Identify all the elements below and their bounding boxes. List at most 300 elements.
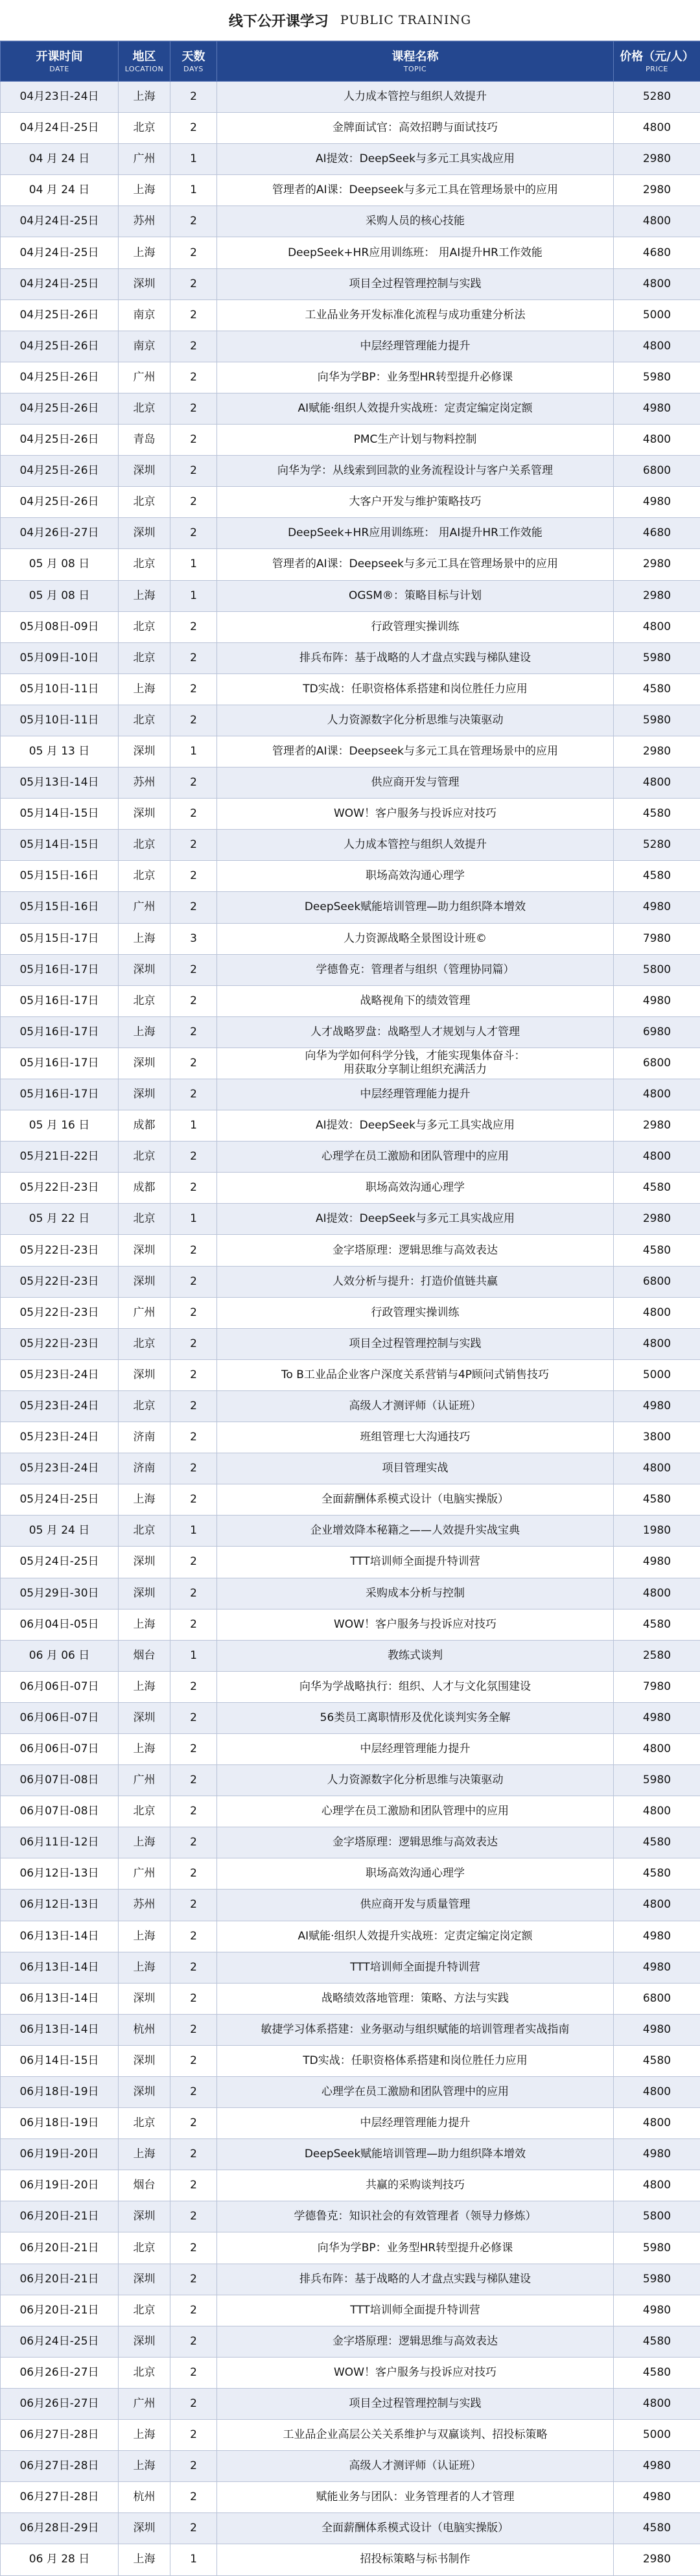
cell-topic: AI赋能·组织人效提升实战班：定责定编定岗定额: [217, 1921, 614, 1952]
cell-price: 2980: [614, 144, 700, 175]
table-row: [1, 1578, 700, 1609]
cell-days: 2: [170, 1858, 217, 1890]
table-row: [1, 705, 700, 736]
cell-location: 北京: [119, 1796, 170, 1827]
cell-price: 5000: [614, 2420, 700, 2451]
cell-price: 5980: [614, 2264, 700, 2295]
cell-days: 2: [170, 1890, 217, 1921]
cell-price: 4580: [614, 861, 700, 892]
cell-price: 4580: [614, 1173, 700, 1204]
cell-location: 南京: [119, 331, 170, 362]
cell-price: 4980: [614, 892, 700, 923]
table-row: [1, 611, 700, 642]
cell-price: 4800: [614, 331, 700, 362]
cell-location: 上海: [119, 175, 170, 206]
table-row: [1, 113, 700, 144]
cell-date: 06月19日-20日: [1, 2170, 119, 2201]
table-row: [1, 2232, 700, 2264]
cell-price: 5000: [614, 1359, 700, 1390]
cell-date: 06月18日-19日: [1, 2108, 119, 2139]
cell-topic: 采购成本分析与控制: [217, 1578, 614, 1609]
table-row: [1, 2014, 700, 2045]
cell-topic: 项目管理实战: [217, 1453, 614, 1484]
cell-days: 2: [170, 456, 217, 487]
table-row: [1, 175, 700, 206]
cell-price: 5980: [614, 705, 700, 736]
cell-days: 2: [170, 487, 217, 518]
cell-date: 04月24日-25日: [1, 206, 119, 237]
cell-location: 苏州: [119, 206, 170, 237]
cell-price: 4580: [614, 1235, 700, 1266]
cell-date: 05月10日-11日: [1, 705, 119, 736]
table-row: [1, 1858, 700, 1890]
cell-location: 上海: [119, 2451, 170, 2482]
cell-location: 深圳: [119, 518, 170, 549]
cell-days: 2: [170, 2326, 217, 2357]
cell-days: 1: [170, 1640, 217, 1671]
cell-location: 深圳: [119, 2264, 170, 2295]
table-row: [1, 1733, 700, 1764]
cell-location: 北京: [119, 2108, 170, 2139]
cell-topic: TTT培训师全面提升特训营: [217, 2295, 614, 2326]
cell-days: 2: [170, 2451, 217, 2482]
cell-days: 2: [170, 1609, 217, 1640]
cell-location: 苏州: [119, 767, 170, 799]
cell-price: 4680: [614, 237, 700, 268]
cell-date: 05月15日-16日: [1, 861, 119, 892]
column-header-location: 地区 LOCATION: [119, 41, 170, 82]
table-row: [1, 985, 700, 1016]
cell-price: 4580: [614, 1827, 700, 1858]
cell-topic: 排兵布阵：基于战略的人才盘点实践与梯队建设: [217, 642, 614, 673]
cell-topic: 工业品企业高层公关关系维护与双赢谈判、招投标策略: [217, 2420, 614, 2451]
cell-days: 2: [170, 861, 217, 892]
cell-price: 4580: [614, 2326, 700, 2357]
cell-topic: 供应商开发与质量管理: [217, 1890, 614, 1921]
cell-location: 北京: [119, 1204, 170, 1235]
cell-date: 06月12日-13日: [1, 1890, 119, 1921]
table-row: [1, 767, 700, 799]
cell-topic: 管理者的AI课：Deepseek与多元工具在管理场景中的应用: [217, 736, 614, 767]
cell-days: 2: [170, 1328, 217, 1359]
cell-topic: 大客户开发与维护策略技巧: [217, 487, 614, 518]
cell-days: 2: [170, 2201, 217, 2232]
cell-topic: 敏捷学习体系搭建：业务驱动与组织赋能的培训管理者实战指南: [217, 2014, 614, 2045]
cell-date: 05 月 16 日: [1, 1110, 119, 1142]
cell-days: 2: [170, 2264, 217, 2295]
cell-days: 2: [170, 1702, 217, 1733]
cell-days: 2: [170, 1921, 217, 1952]
cell-price: 4800: [614, 2170, 700, 2201]
cell-location: 深圳: [119, 1079, 170, 1110]
cell-location: 上海: [119, 580, 170, 611]
table-row: [1, 1079, 700, 1110]
cell-date: 05月24日-25日: [1, 1547, 119, 1578]
cell-topic: 管理者的AI课：Deepseek与多元工具在管理场景中的应用: [217, 175, 614, 206]
table-row: [1, 206, 700, 237]
cell-price: 4980: [614, 1547, 700, 1578]
cell-date: 04月25日-26日: [1, 299, 119, 331]
cell-days: 2: [170, 673, 217, 705]
cell-date: 04月25日-26日: [1, 393, 119, 424]
cell-topic: 向华为学BP：业务型HR转型提升必修课: [217, 2232, 614, 2264]
cell-price: 5980: [614, 642, 700, 673]
cell-date: 05月14日-15日: [1, 830, 119, 861]
cell-price: 4800: [614, 113, 700, 144]
table-row: [1, 2295, 700, 2326]
table-row: [1, 1827, 700, 1858]
cell-location: 上海: [119, 1016, 170, 1048]
table-row: [1, 299, 700, 331]
cell-date: 06月20日-21日: [1, 2201, 119, 2232]
cell-location: 广州: [119, 362, 170, 393]
column-header-date: 开课时间 DATE: [1, 41, 119, 82]
cell-topic: DeepSeek赋能培训管理—助力组织降本增效: [217, 892, 614, 923]
cell-price: 7980: [614, 1671, 700, 1702]
cell-days: 2: [170, 705, 217, 736]
cell-date: 05 月 08 日: [1, 580, 119, 611]
cell-days: 2: [170, 1079, 217, 1110]
cell-days: 1: [170, 144, 217, 175]
cell-date: 05月22日-23日: [1, 1235, 119, 1266]
cell-location: 上海: [119, 82, 170, 113]
cell-days: 2: [170, 299, 217, 331]
column-header-price: 价格（元/人） PRICE: [614, 41, 700, 82]
table-row: [1, 518, 700, 549]
cell-location: 深圳: [119, 799, 170, 830]
cell-date: 05月16日-17日: [1, 985, 119, 1016]
cell-topic: 教练式谈判: [217, 1640, 614, 1671]
cell-days: 2: [170, 1827, 217, 1858]
table-row: [1, 954, 700, 985]
cell-date: 05月16日-17日: [1, 1048, 119, 1079]
cell-days: 1: [170, 580, 217, 611]
cell-date: 05月23日-24日: [1, 1453, 119, 1484]
cell-price: 4980: [614, 393, 700, 424]
cell-days: 2: [170, 1016, 217, 1048]
cell-location: 深圳: [119, 1983, 170, 2014]
cell-topic: 向华为学：从线索到回款的业务流程设计与客户关系管理: [217, 456, 614, 487]
cell-topic: 人力资源战略全景图设计班©: [217, 923, 614, 954]
cell-days: 2: [170, 767, 217, 799]
cell-days: 2: [170, 611, 217, 642]
cell-date: 06月20日-21日: [1, 2295, 119, 2326]
cell-days: 2: [170, 518, 217, 549]
cell-days: 3: [170, 923, 217, 954]
cell-date: 06月13日-14日: [1, 1983, 119, 2014]
cell-topic: WOW！客户服务与投诉应对技巧: [217, 2357, 614, 2388]
cell-price: 5980: [614, 362, 700, 393]
cell-days: 2: [170, 985, 217, 1016]
cell-location: 苏州: [119, 1890, 170, 1921]
cell-date: 06月20日-21日: [1, 2232, 119, 2264]
cell-price: 4800: [614, 425, 700, 456]
cell-days: 2: [170, 2170, 217, 2201]
cell-topic: 赋能业务与团队：业务管理者的人才管理: [217, 2482, 614, 2513]
cell-price: 2980: [614, 1110, 700, 1142]
cell-topic: 向华为学如何科学分钱，才能实现集体奋斗： 用获取分享制让组织充满活力: [217, 1048, 614, 1079]
cell-topic: 心理学在员工激励和团队管理中的应用: [217, 1796, 614, 1827]
cell-price: 4580: [614, 2513, 700, 2544]
cell-topic: 金字塔原理：逻辑思维与高效表达: [217, 2326, 614, 2357]
table-row: [1, 82, 700, 113]
cell-date: 06月18日-19日: [1, 2077, 119, 2108]
cell-date: 05月16日-17日: [1, 1079, 119, 1110]
table-row: [1, 1110, 700, 1142]
cell-price: 2980: [614, 1204, 700, 1235]
cell-price: 4680: [614, 518, 700, 549]
cell-days: 2: [170, 268, 217, 299]
cell-price: 2980: [614, 549, 700, 580]
table-row: [1, 1547, 700, 1578]
cell-days: 2: [170, 1390, 217, 1422]
cell-date: 06月27日-28日: [1, 2451, 119, 2482]
cell-topic: 企业增效降本秘籍之——人效提升实战宝典: [217, 1516, 614, 1547]
cell-topic: 行政管理实操训练: [217, 611, 614, 642]
table-row: [1, 2201, 700, 2232]
table-row: [1, 1328, 700, 1359]
cell-topic: 采购人员的核心技能: [217, 206, 614, 237]
cell-price: 5800: [614, 954, 700, 985]
course-schedule-table: [0, 41, 700, 2576]
cell-location: 广州: [119, 144, 170, 175]
cell-price: 4580: [614, 799, 700, 830]
cell-topic: TTT培训师全面提升特训营: [217, 1547, 614, 1578]
cell-days: 2: [170, 1952, 217, 1983]
cell-topic: 高级人才测评师（认证班）: [217, 2451, 614, 2482]
cell-days: 2: [170, 1235, 217, 1266]
cell-date: 05月13日-14日: [1, 767, 119, 799]
cell-topic: AI提效：DeepSeek与多元工具实战应用: [217, 1110, 614, 1142]
cell-price: 4980: [614, 1390, 700, 1422]
cell-topic: 心理学在员工激励和团队管理中的应用: [217, 2077, 614, 2108]
table-row: [1, 2264, 700, 2295]
cell-date: 06月26日-27日: [1, 2357, 119, 2388]
table-row: [1, 892, 700, 923]
cell-days: 1: [170, 1516, 217, 1547]
cell-days: 1: [170, 549, 217, 580]
cell-date: 04月26日-27日: [1, 518, 119, 549]
cell-topic: 中层经理管理能力提升: [217, 1733, 614, 1764]
cell-date: 04 月 24 日: [1, 175, 119, 206]
table-row: [1, 1048, 700, 1079]
cell-topic: 职场高效沟通心理学: [217, 1858, 614, 1890]
cell-date: 06月13日-14日: [1, 2014, 119, 2045]
cell-price: 5980: [614, 2232, 700, 2264]
cell-location: 北京: [119, 611, 170, 642]
cell-location: 北京: [119, 1142, 170, 1173]
cell-date: 04月25日-26日: [1, 487, 119, 518]
cell-location: 上海: [119, 2420, 170, 2451]
cell-topic: 招投标策略与标书制作: [217, 2544, 614, 2575]
table-row: [1, 2045, 700, 2076]
cell-date: 05月24日-25日: [1, 1484, 119, 1516]
cell-days: 2: [170, 1484, 217, 1516]
cell-date: 06月06日-07日: [1, 1702, 119, 1733]
cell-location: 深圳: [119, 2201, 170, 2232]
cell-location: 北京: [119, 1516, 170, 1547]
table-row: [1, 1702, 700, 1733]
cell-price: 4980: [614, 985, 700, 1016]
cell-date: 04月23日-24日: [1, 82, 119, 113]
cell-days: 2: [170, 1453, 217, 1484]
cell-price: 4800: [614, 268, 700, 299]
cell-days: 2: [170, 642, 217, 673]
cell-price: 4580: [614, 1858, 700, 1890]
table-row: [1, 1671, 700, 1702]
cell-location: 北京: [119, 113, 170, 144]
cell-location: 上海: [119, 1609, 170, 1640]
cell-date: 05月22日-23日: [1, 1173, 119, 1204]
cell-date: 06月06日-07日: [1, 1733, 119, 1764]
cell-location: 深圳: [119, 736, 170, 767]
table-row: [1, 673, 700, 705]
cell-date: 06月19日-20日: [1, 2139, 119, 2170]
table-row: [1, 268, 700, 299]
page-title-bar: [0, 0, 700, 41]
table-row: [1, 1359, 700, 1390]
cell-topic: AI赋能·组织人效提升实战班：定责定编定岗定额: [217, 393, 614, 424]
cell-days: 2: [170, 1765, 217, 1796]
cell-location: 杭州: [119, 2482, 170, 2513]
cell-topic: AI提效：DeepSeek与多元工具实战应用: [217, 144, 614, 175]
table-row: [1, 1765, 700, 1796]
cell-topic: 向华为学BP：业务型HR转型提升必修课: [217, 362, 614, 393]
table-row: [1, 2513, 700, 2544]
cell-days: 2: [170, 954, 217, 985]
cell-location: 南京: [119, 299, 170, 331]
cell-location: 北京: [119, 2357, 170, 2388]
table-row: [1, 736, 700, 767]
cell-date: 05月22日-23日: [1, 1297, 119, 1328]
cell-topic: 人效分析与提升：打造价值链共赢: [217, 1266, 614, 1297]
header-row: [1, 41, 700, 82]
cell-topic: 人力成本管控与组织人效提升: [217, 830, 614, 861]
cell-days: 1: [170, 175, 217, 206]
cell-price: 4580: [614, 1484, 700, 1516]
cell-location: 青岛: [119, 425, 170, 456]
cell-location: 深圳: [119, 1702, 170, 1733]
table-row: [1, 393, 700, 424]
table-row: [1, 425, 700, 456]
cell-days: 2: [170, 2482, 217, 2513]
cell-date: 05月23日-24日: [1, 1359, 119, 1390]
cell-days: 2: [170, 82, 217, 113]
cell-date: 04月24日-25日: [1, 237, 119, 268]
table-row: [1, 1297, 700, 1328]
cell-location: 广州: [119, 1765, 170, 1796]
cell-price: 4800: [614, 1079, 700, 1110]
cell-price: 2580: [614, 1640, 700, 1671]
cell-date: 04月25日-26日: [1, 331, 119, 362]
cell-price: 4800: [614, 611, 700, 642]
cell-price: 4800: [614, 1142, 700, 1173]
cell-location: 北京: [119, 642, 170, 673]
cell-location: 成都: [119, 1173, 170, 1204]
cell-price: 4800: [614, 2388, 700, 2419]
cell-topic: 56类员工离职情形及优化谈判实务全解: [217, 1702, 614, 1733]
table-row: [1, 1453, 700, 1484]
cell-location: 上海: [119, 673, 170, 705]
table-row: [1, 2357, 700, 2388]
cell-topic: AI提效：DeepSeek与多元工具实战应用: [217, 1204, 614, 1235]
cell-topic: DeepSeek+HR应用训练班： 用AI提升HR工作效能: [217, 237, 614, 268]
cell-location: 上海: [119, 1952, 170, 1983]
table-row: [1, 861, 700, 892]
cell-date: 06月06日-07日: [1, 1671, 119, 1702]
cell-location: 深圳: [119, 1235, 170, 1266]
table-row: [1, 331, 700, 362]
cell-date: 05月15日-17日: [1, 923, 119, 954]
cell-location: 北京: [119, 487, 170, 518]
cell-days: 2: [170, 1142, 217, 1173]
cell-location: 深圳: [119, 268, 170, 299]
cell-days: 2: [170, 1173, 217, 1204]
cell-location: 深圳: [119, 1547, 170, 1578]
cell-topic: 心理学在员工激励和团队管理中的应用: [217, 1142, 614, 1173]
column-header-topic: 课程名称 TOPIC: [217, 41, 614, 82]
cell-days: 1: [170, 1204, 217, 1235]
cell-days: 2: [170, 113, 217, 144]
table-body: [1, 82, 700, 2576]
cell-days: 2: [170, 1671, 217, 1702]
column-header-days: 天数 DAYS: [170, 41, 217, 82]
cell-date: 06月11日-12日: [1, 1827, 119, 1858]
cell-topic: 项目全过程管理控制与实践: [217, 268, 614, 299]
table-row: [1, 487, 700, 518]
cell-price: 4580: [614, 1609, 700, 1640]
cell-date: 04 月 24 日: [1, 144, 119, 175]
table-row: [1, 2139, 700, 2170]
cell-price: 4800: [614, 1297, 700, 1328]
cell-days: 2: [170, 425, 217, 456]
cell-days: 2: [170, 2108, 217, 2139]
cell-price: 4980: [614, 1921, 700, 1952]
cell-location: 广州: [119, 892, 170, 923]
table-row: [1, 456, 700, 487]
table-header: [1, 41, 700, 82]
cell-price: 1980: [614, 1516, 700, 1547]
cell-price: 2980: [614, 580, 700, 611]
cell-days: 2: [170, 206, 217, 237]
table-row: [1, 1640, 700, 1671]
cell-location: 深圳: [119, 1578, 170, 1609]
table-row: [1, 923, 700, 954]
cell-days: 2: [170, 1422, 217, 1453]
cell-location: 深圳: [119, 1048, 170, 1079]
cell-price: 5980: [614, 1765, 700, 1796]
cell-topic: OGSM®：策略目标与计划: [217, 580, 614, 611]
table-row: [1, 1204, 700, 1235]
cell-location: 深圳: [119, 954, 170, 985]
table-row: [1, 1422, 700, 1453]
cell-price: 5000: [614, 299, 700, 331]
cell-price: 4800: [614, 1733, 700, 1764]
cell-days: 2: [170, 830, 217, 861]
table-row: [1, 2108, 700, 2139]
table-row: [1, 2451, 700, 2482]
cell-topic: 工业品业务开发标准化流程与成功重建分析法: [217, 299, 614, 331]
cell-topic: 中层经理管理能力提升: [217, 2108, 614, 2139]
cell-price: 4800: [614, 1578, 700, 1609]
cell-days: 2: [170, 1796, 217, 1827]
table-row: [1, 2420, 700, 2451]
cell-topic: 行政管理实操训练: [217, 1297, 614, 1328]
cell-price: 4580: [614, 673, 700, 705]
cell-days: 2: [170, 331, 217, 362]
cell-date: 06月28日-29日: [1, 2513, 119, 2544]
cell-price: 4580: [614, 2045, 700, 2076]
